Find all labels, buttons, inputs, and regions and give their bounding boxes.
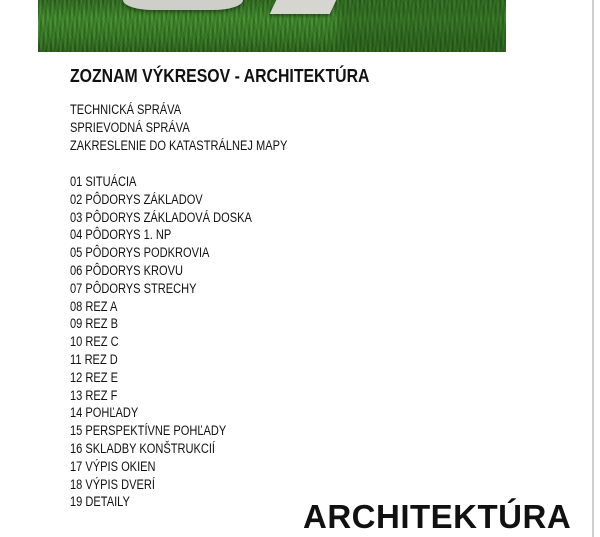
list-item: 16 SKLADBY KONŠTRUKCIÍ — [70, 440, 215, 456]
header-photo — [38, 0, 506, 52]
stone-slab-right — [270, 0, 337, 14]
list-item: 02 PÔDORYS ZÁKLADOV — [70, 191, 203, 207]
list-item: 14 POHĽADY — [70, 405, 139, 421]
section-label: ARCHITEKTÚRA — [303, 498, 572, 535]
list-item: 08 REZ A — [70, 298, 118, 314]
list-item: 03 PÔDORYS ZÁKLADOVÁ DOSKA — [70, 209, 252, 225]
list-item: 12 REZ E — [70, 369, 118, 385]
list-item: ZAKRESLENIE DO KATASTRÁLNEJ MAPY — [70, 137, 288, 153]
list-item: 17 VÝPIS OKIEN — [70, 458, 156, 474]
list-item: TECHNICKÁ SPRÁVA — [70, 102, 182, 117]
list-item: 06 PÔDORYS KROVU — [70, 262, 183, 278]
list-item: 05 PÔDORYS PODKROVIA — [70, 245, 210, 261]
list-item: 09 REZ B — [70, 316, 118, 332]
reports-list — [70, 101, 287, 154]
drawings-list — [70, 173, 252, 511]
photo-shadow — [338, 6, 506, 46]
list-item: 04 PÔDORYS 1. NP — [70, 227, 172, 243]
document-title: ZOZNAM VÝKRESOV - ARCHITEKTÚRA — [70, 66, 370, 86]
list-item: 07 PÔDORYS STRECHY — [70, 280, 197, 296]
list-item: 11 REZ D — [70, 351, 118, 367]
list-item: 13 REZ F — [70, 387, 118, 403]
list-item: SPRIEVODNÁ SPRÁVA — [70, 119, 190, 135]
list-item: 15 PERSPEKTÍVNE POHĽADY — [70, 423, 227, 439]
list-item: 19 DETAILY — [70, 494, 130, 510]
list-item: 18 VÝPIS DVERÍ — [70, 476, 155, 492]
page-edge — [592, 0, 594, 537]
list-item: 10 REZ C — [70, 334, 119, 350]
stone-slab — [123, 0, 243, 10]
list-item: 01 SITUÁCIA — [70, 174, 137, 189]
